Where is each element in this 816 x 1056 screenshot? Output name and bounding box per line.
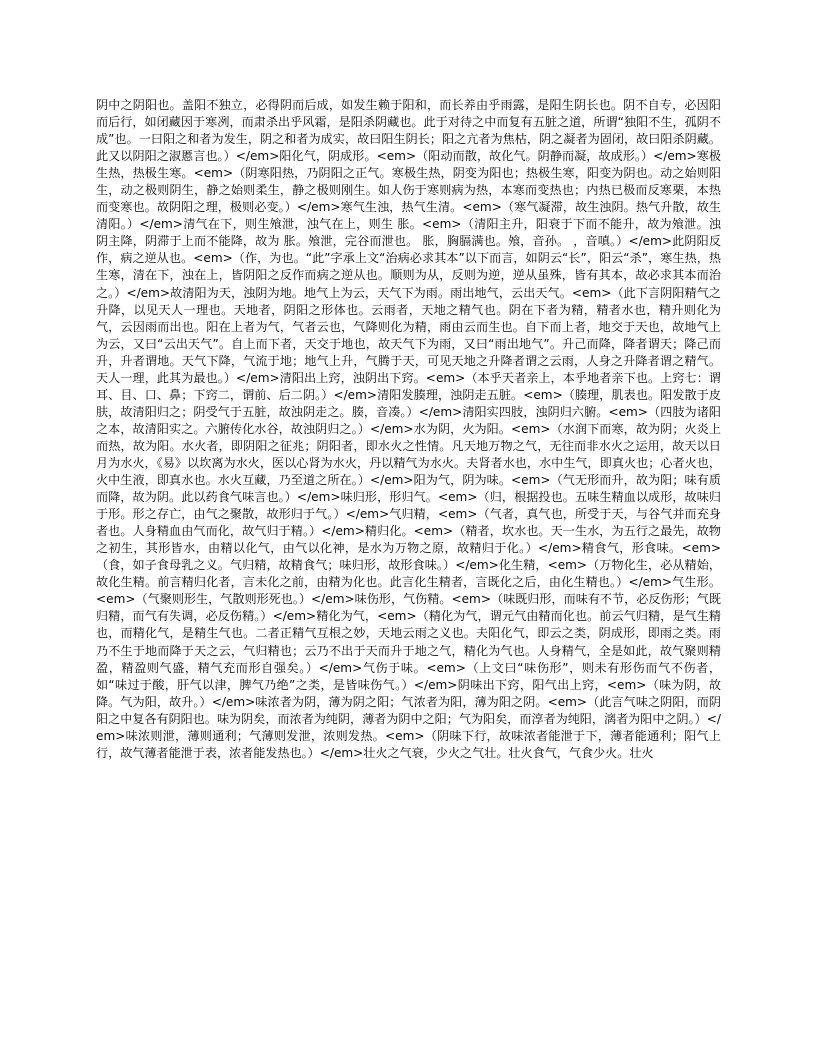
document-body-text: 阴中之阴阳也。盖阳不独立，必得阴而后成，如发生赖于阳和，而长养由乎雨露，是阳生阴长也。阴不自专，必因阳而后行，如闭藏因于寒冽，而肃杀出乎风霜，是阳杀阴藏也。此于对待之中而复有五脏之道，所谓“独阳不生，孤阴不成”也。一曰阳之和者为发生，阴之和者为成实，故曰阳生阴长；阳之亢者为焦枯，阴之凝者为固闭，故曰阳杀阴藏。此又以阴阳之淑慝言也。）</em>阳化气，阴成形。<em>（阳动而散，故化气。阴静而凝，故成形。）</em>寒极生热，热极生寒。<em>（阴寒阳热，乃阴阳之正气。寒极生热，阴变为阳也；热极生寒，阳变为阴也。动之始则阳生，动之极则阴生，静之始则柔生，静之极则刚生。如人伤于寒则病为热，本寒而变热也；内热已极而反寒栗，本热而变寒也。故阴阳之理，极则必变。）</em>寒气生浊，热气生清。<em>（寒气凝滞，故生浊阴。热气升散，故生清阳。）</em>清气在下，则生飧泄，浊气在上，则生 胀。<em>（清阳主升，阳衰于下而不能升，故为飧泄。浊阴主降，阴滞于上而不能降，故为 胀。飧泄，完谷而泄也。 胀，胸膈满也。飧，音孙。 ，音嗔。）</em>此阴阳反作，病之逆从也。<em>（作，为也。“此”字承上文“治病必求其本”以下而言，如阴云“长”，阳云“杀”，寒生热，热生寒，清在下，浊在上，皆阴阳之反作而病之逆从也。顺则为从，反则为逆，逆从虽殊，皆有其本，故必求其本而治之。）</em>故清阳为天，浊阴为地。地气上为云，天气下为雨。雨出地气，云出天气。<em>（此下言阴阳精气之升降，以见天人一理也。天地者，阴阳之形体也。云雨者，天地之精气也。阴在下者为精，精者水也，精升则化为气，云因雨而出也。阳在上者为气，气者云也，气降则化为精，雨由云而生也。自下而上者，地交于天也，故地气上为云，又曰“云出天气”。自上而下者，天交于地也，故天气下为雨，又曰“雨出地气”。升己而降，降者谓天；降己而升，升者谓地。天气下降，气流于地；地气上升，气腾于天，可见天地之升降者谓之云雨，人身之升降者谓之精气。天人一理，此其为最也。）</em>清阳出上窍，浊阴出下窍。<em>（本乎天者亲上，本乎地者亲下也。上窍七：谓耳、目、口、鼻；下窍二，谓前、后二阴。）</em>清阳发腠理，浊阴走五脏。<em>（腠理，肌表也。阳发散于皮肤，故清阳归之；阴受气于五脏，故浊阴走之。腠，音凑。）</em>清阳实四肢，浊阴归六腑。<em>（四肢为诸阳之本，故清阳实之。六腑传化水谷，故浊阴归之。）</em>水为阴，火为阳。<em>（水润下而寒，故为阴；火炎上而热，故为阳。水火者，即阴阳之征兆；阴阳者，即水火之性情。凡天地万物之气，无往而非水火之运用，故天以日月为水火，《易》以坎离为水火，医以心肾为水火，丹以精气为水火。夫肾者水也，水中生气，即真火也；心者火也，火中生液，即真水也。水火互藏，乃至道之所在。）</em>阳为气，阴为味。<em>（气无形而升，故为阳；味有质而降，故为阴。此以药食气味言也。）</em>味归形，形归气。<em>（归，根据投也。五味生精血以成形，故味归于形。形之存亡，由气之聚散，故形归于气。）</em>气归精，<em>（气者，真气也，所受于天，与谷气并而充身者也。人身精血由气而化，故气归于精。）</em>精归化。<em>（精者，坎水也。天一生水，为五行之最先，故物之初生，其形皆水，由精以化气，由气以化神，是水为万物之原，故精归于化。）</em>精食气，形食味。<em>（食，如子食母乳之义。气归精，故精食气；味归形，故形食味。）</em>化生精，<em>（万物化生，必从精始，故化生精。前言精归化者，言未化之前，由精为化也。此言化生精者，言既化之后，由化生精也。）</em>气生形。<em>（气聚则形生，气散则形死也。）</em>味伤形，气伤精。<em>（味既归形，而味有不节，必反伤形；气既归精，而气有失调，必反伤精。）</em>精化为气，<em>（精化为气，谓元气由精而化也。前云气归精，是气生精也，而精化气，是精生气也。二者正精气互根之妙，天地云雨之义也。夫阳化气，即云之类，阴成形，即雨之类。雨乃不生于地而降于天之云，气归精也；云乃不出于天而升于地之气，精化为气也。人身精气，全是如此，故气聚则精盈，精盈则气盛，精气充而形自强矣。）</em>气伤于味。<em>（上文曰“味伤形”，则未有形伤而气不伤者，如“味过于酸，肝气以津，脾气乃绝”之类，是皆味伤气。）</em>阴味出下窍，阳气出上窍，<em>（味为阴，故降。气为阳，故升。）</em>味浓者为阴，薄为阴之阳；气浓者为阳，薄为阳之阴。<em>（此言气味之阴阳，而阴阳之中复各有阴阳也。味为阴矣，而浓者为纯阴，薄者为阴中之阳；气为阳矣，而淳者为纯阳，漓者为阳中之阴。）</em>味浓则泄，薄则通利；气薄则发泄，浓则发热。<em>（阴味下行，故味浓者能泄于下，薄者能通利；阳气上行，故气薄者能泄于表，浓者能发热也。）</em>壮火之气衰，少火之气壮。壮火食气，气食少火。壮火 — [96, 98, 721, 760]
